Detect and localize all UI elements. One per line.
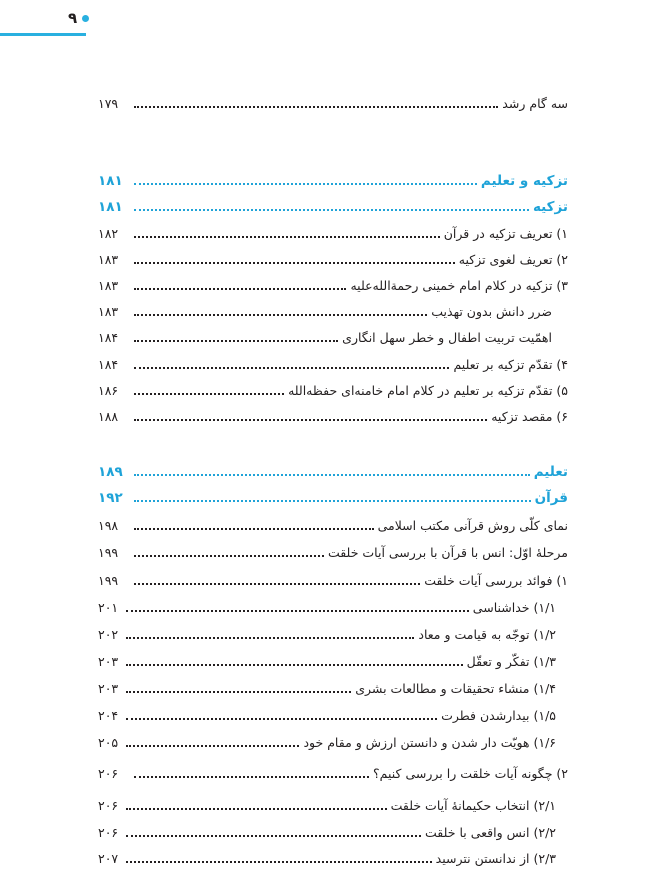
toc-leader-dots [126, 861, 432, 863]
toc-entry-page: ۱۸۲ [98, 226, 119, 241]
toc-entry[interactable] [98, 514, 568, 536]
toc-entry-page: ۱۹۹ [98, 573, 119, 588]
toc-leader-dots [134, 183, 477, 185]
toc-entry-title: مرحلهٔ اوّل: انس با قرآن با بررسی آیات خلقت [327, 545, 568, 560]
toc-entry-title: سه گام رشد [502, 96, 568, 111]
header-dot [82, 15, 89, 22]
toc-entry-page: ۱۸۱ [98, 199, 123, 215]
toc-entry-title: ۶) مقصد تزکیه [491, 409, 568, 424]
toc-leader-dots [126, 664, 463, 666]
toc-entry-page: ۱۸۴ [98, 357, 119, 372]
toc-leader-dots [134, 340, 338, 342]
toc-entry-title: تزکیه [532, 199, 568, 215]
toc-entry-title: ۲) چگونه آیات خلقت را بررسی کنیم؟ [373, 766, 568, 781]
toc-leader-dots [134, 500, 531, 502]
toc-leader-dots [126, 691, 351, 693]
toc-entry-title: ۱) فوائد بررسی آیات خلقت [424, 573, 568, 588]
toc-entry[interactable] [98, 623, 568, 645]
toc-entry-title: ضرر دانش بدون تهذیب [431, 304, 552, 319]
toc-entry-title: ۱/۳) تفکّر و تعقّل [466, 654, 556, 669]
toc-entry[interactable] [98, 405, 568, 427]
toc-leader-dots [126, 637, 414, 639]
toc-entry[interactable] [98, 92, 568, 114]
toc-entry[interactable] [98, 794, 568, 816]
toc-entry[interactable] [98, 274, 568, 296]
toc-entry[interactable] [98, 677, 568, 699]
toc-entry[interactable] [98, 762, 568, 784]
toc-entry-page: ۲۰۶ [98, 766, 119, 781]
toc-entry-title: تزکیه و تعلیم [480, 173, 568, 189]
toc-leader-dots [134, 367, 449, 369]
toc-entry[interactable] [98, 704, 568, 726]
toc-leader-dots [134, 314, 427, 316]
toc-entry[interactable] [98, 300, 568, 322]
toc-leader-dots [126, 745, 299, 747]
toc-entry-title: ۲/۳) از ندانستن نترسید [435, 851, 556, 866]
toc-entry-page: ۲۰۶ [98, 798, 119, 813]
toc-entry-page: ۲۰۷ [98, 851, 119, 866]
toc-entry[interactable] [98, 248, 568, 270]
toc-entry-page: ۱۸۳ [98, 278, 119, 293]
toc-entry-title: ۴) تقدّم تزکیه بر تعلیم [453, 357, 568, 372]
toc-leader-dots [134, 528, 374, 530]
toc-leader-dots [134, 288, 346, 290]
toc-entry-title: ۱/۴) منشاء تحقیقات و مطالعات بشری [355, 681, 556, 696]
toc-entry[interactable] [98, 326, 568, 348]
toc-leader-dots [134, 236, 440, 238]
toc-section[interactable] [98, 460, 568, 482]
toc-entry-page: ۲۰۴ [98, 708, 119, 723]
toc-leader-dots [134, 209, 529, 211]
page-number: ۹ [68, 9, 78, 27]
toc-entry[interactable] [98, 821, 568, 843]
header-rule [0, 33, 86, 36]
toc-entry-page: ۲۰۲ [98, 627, 119, 642]
toc-entry-page: ۱۸۱ [98, 173, 123, 189]
toc-entry[interactable] [98, 847, 568, 869]
toc-entry[interactable] [98, 650, 568, 672]
toc-entry-page: ۱۸۳ [98, 252, 119, 267]
toc-leader-dots [126, 610, 469, 612]
toc-entry-title: تعلیم [533, 464, 568, 480]
toc-section[interactable] [98, 169, 568, 191]
toc-entry-title: ۱/۱) خداشناسی [472, 600, 556, 615]
toc-leader-dots [134, 262, 455, 264]
toc-entry-page: ۱۷۹ [98, 96, 119, 111]
toc-entry-page: ۱۹۹ [98, 545, 119, 560]
toc-entry-title: ۵) تقدّم تزکیه بر تعلیم در کلام امام خامنه‌ای حفظه‌الله [288, 383, 568, 398]
toc-entry-title: ۳) تزکیه در کلام امام خمینی رحمة‌الله‌علیه [350, 278, 568, 293]
toc-leader-dots [134, 776, 369, 778]
toc-entry[interactable] [98, 541, 568, 563]
toc-entry-page: ۱۹۸ [98, 518, 119, 533]
toc-leader-dots [126, 718, 437, 720]
toc-entry-page: ۲۰۳ [98, 654, 119, 669]
toc-leader-dots [134, 474, 530, 476]
toc-entry-title: اهمّیت تربیت اطفال و خطر سهل انگاری [342, 330, 552, 345]
toc-entry-title: ۱/۲) توجّه به قیامت و معاد [418, 627, 556, 642]
toc-entry[interactable] [98, 353, 568, 375]
toc-entry-page: ۱۸۴ [98, 330, 119, 345]
toc-entry-title: نمای کلّی روش قرآنی مکتب اسلامی [377, 518, 568, 533]
toc-section[interactable] [98, 195, 568, 217]
toc-entry-title: ۲/۱) انتخاب حکیمانهٔ آیات خلقت [390, 798, 556, 813]
toc-entry-page: ۱۸۹ [98, 464, 123, 480]
toc-entry-title: ۱/۵) بیدارشدن فطرت [441, 708, 556, 723]
toc-entry-title: ۲) تعریف لغوی تزکیه [458, 252, 568, 267]
toc-entry[interactable] [98, 379, 568, 401]
toc-leader-dots [134, 106, 498, 108]
toc-leader-dots [134, 393, 284, 395]
toc-leader-dots [126, 835, 421, 837]
toc-entry-title: قرآن [534, 490, 568, 506]
toc-entry-page: ۲۰۵ [98, 735, 119, 750]
toc-entry-page: ۱۸۶ [98, 383, 119, 398]
toc-entry[interactable] [98, 569, 568, 591]
toc-entry-page: ۱۸۳ [98, 304, 119, 319]
toc-entry-title: ۱) تعریف تزکیه در قرآن [443, 226, 568, 241]
toc-entry-page: ۱۸۸ [98, 409, 119, 424]
toc-leader-dots [134, 555, 324, 557]
toc-entry-page: ۲۰۳ [98, 681, 119, 696]
toc-leader-dots [134, 583, 420, 585]
toc-section[interactable] [98, 486, 568, 508]
toc-entry[interactable] [98, 731, 568, 753]
toc-entry-title: ۲/۲) انس واقعی با خلقت [425, 825, 556, 840]
toc-entry-page: ۱۹۲ [98, 490, 123, 506]
toc-entry-page: ۲۰۱ [98, 600, 119, 615]
toc-entry[interactable] [98, 222, 568, 244]
toc-entry[interactable] [98, 596, 568, 618]
toc-leader-dots [126, 808, 387, 810]
toc-leader-dots [134, 419, 487, 421]
toc-entry-title: ۱/۶) هویّت دار شدن و دانستن ارزش و مقام خود [303, 735, 556, 750]
toc-entry-page: ۲۰۶ [98, 825, 119, 840]
